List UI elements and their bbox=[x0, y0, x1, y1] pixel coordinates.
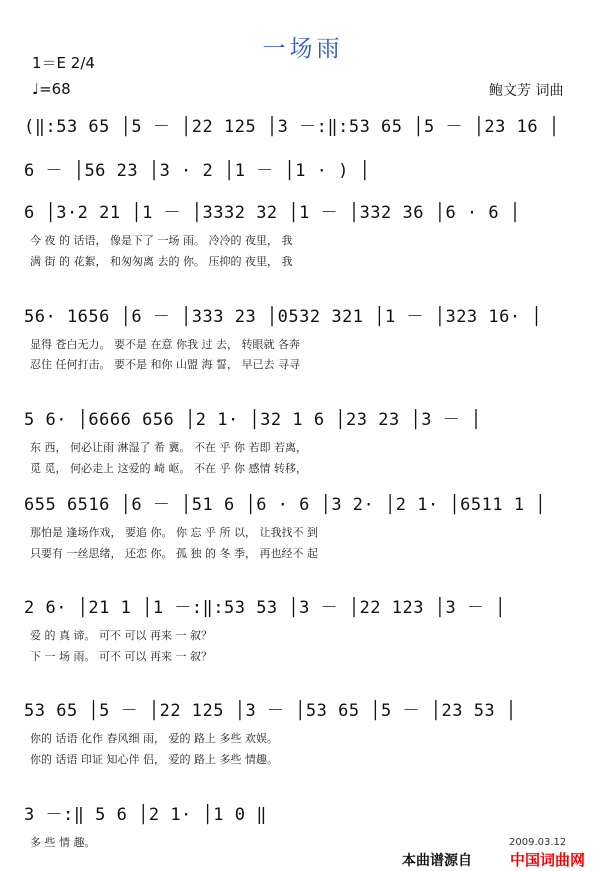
lyric-line: 忍住 任何打击。 要不是 和你 山盟 海 誓， 早已去 寻寻 bbox=[30, 358, 300, 371]
lyric-line: 你的 话语 印证 知心伴 侣， 爱的 路上 多些 情趣。 bbox=[30, 753, 278, 766]
score-line-6: 655 6516 │6 － │51 6 │6 · 6 │3 2· │2 1· │6511 1 │ bbox=[24, 495, 547, 515]
lyric-line: 你的 话语 化作 春风细 雨， 爱的 路上 多些 欢娱。 bbox=[30, 732, 278, 745]
lyric-line: 那怕是 逢场作戏， 要追 你。 你 忘 乎 所 以， 让我找不 到 bbox=[30, 526, 318, 539]
score-line-7: 2 6· │21 1 │1 －:‖:53 53 │3 － │22 123 │3 － │ bbox=[24, 598, 506, 618]
score-line-3: 6 │3·2 21 │1 － │3332 32 │1 － │332 36 │6 · 6 │ bbox=[24, 203, 521, 223]
site-link[interactable]: 中国词曲网 bbox=[510, 851, 586, 869]
author-credit: 鲍文芳 词曲 bbox=[489, 83, 564, 99]
score-line-8: 53 65 │5 － │22 125 │3 － │53 65 │5 － │23 53 │ bbox=[24, 701, 517, 721]
score-line-9: 3 －:‖ 5 6 │2 1· │1 0 ‖ bbox=[24, 805, 267, 825]
score-line-4: 56· 1656 │6 － │333 23 │0532 321 │1 － │323 16· │ bbox=[24, 307, 543, 327]
lyric-line: 下 一 场 雨。 可不 可以 再来 一 叙？ bbox=[30, 650, 212, 663]
score-line-5: 5 6· │6666 656 │2 1· │32 1 6 │23 23 │3 － │ bbox=[24, 410, 482, 430]
lyric-line: 东 西， 何必让雨 淋湿了 希 冀。 不在 乎 你 若即 若离， bbox=[30, 441, 307, 454]
lyric-line: 满 街 的 花絮， 和匆匆离 去的 你。 压抑的 夜里， 我 bbox=[30, 255, 293, 268]
lyric-line: 多 些 情 趣。 bbox=[30, 836, 96, 849]
score-line-1: (‖:53 65 │5 － │22 125 │3 －:‖:53 65 │5 － │23 16 │ bbox=[24, 117, 560, 137]
source-label: 本曲谱源自 bbox=[402, 853, 472, 869]
lyric-line: 爱 的 真 谛。 可不 可以 再来 一 叙？ bbox=[30, 629, 212, 642]
lyric-line: 今 夜 的 话语， 像是下了 一场 雨。 冷冷的 夜里， 我 bbox=[30, 234, 293, 247]
lyric-line: 只要有 一丝思绪， 还恋 你。 孤 独 的 冬 季， 再也经不 起 bbox=[30, 547, 318, 560]
score-line-2: 6 － │56 23 │3 · 2 │1 － │1 · ) │ bbox=[24, 161, 371, 181]
tempo-marking: ♩=68 bbox=[32, 80, 71, 98]
key-signature: 1＝E 2/4 bbox=[32, 54, 95, 72]
date-stamp: 2009.03.12 bbox=[509, 837, 567, 848]
lyric-line: 显得 苍白无力。 要不是 在意 你我 过 去， 转眼就 各奔 bbox=[30, 338, 300, 351]
lyric-line: 觅 觅， 何必走上 这爱的 崎 岖。 不在 乎 你 感情 转移， bbox=[30, 462, 307, 475]
song-title: 一场雨 bbox=[262, 36, 344, 62]
